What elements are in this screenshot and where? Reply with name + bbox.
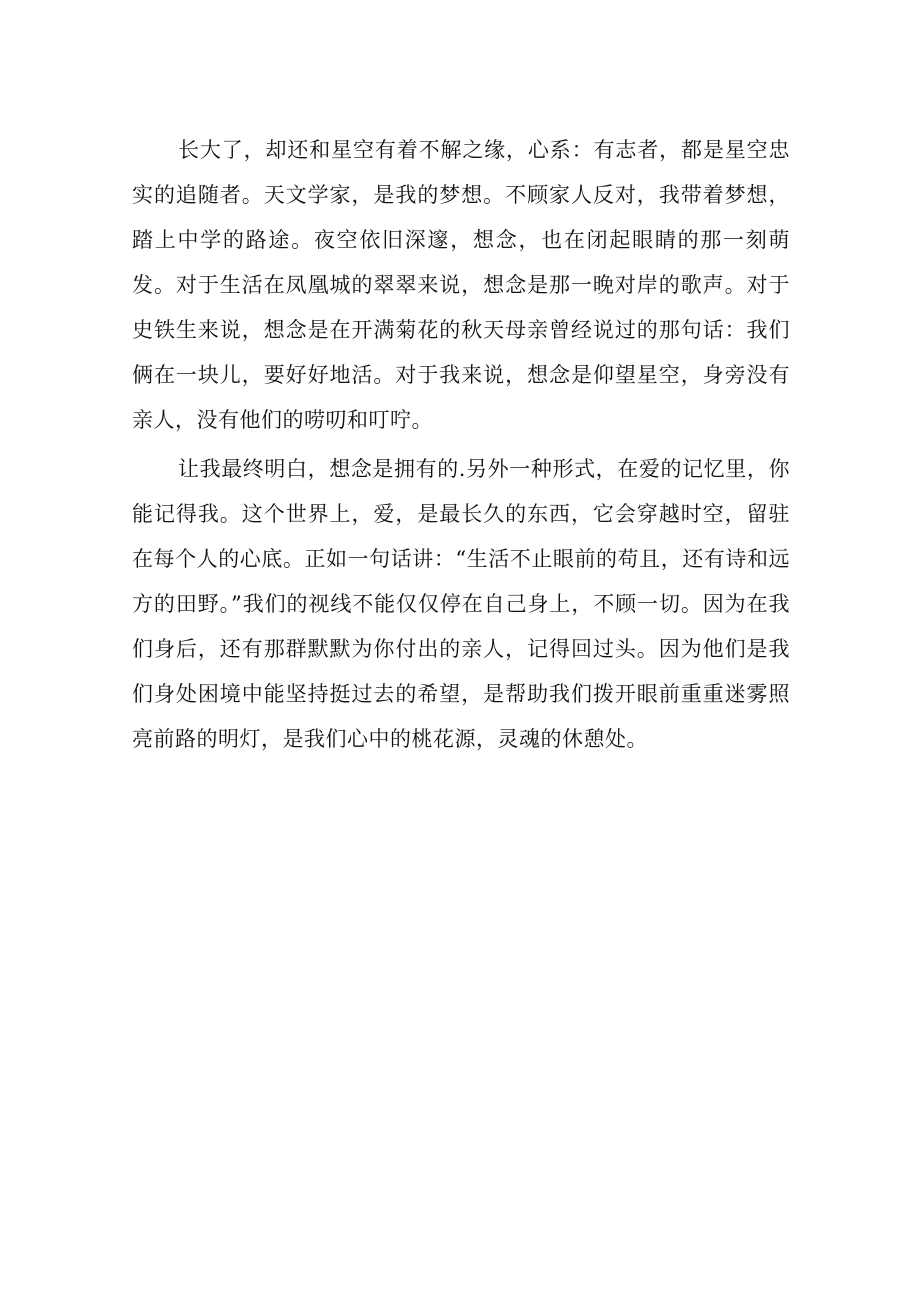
document-body: [132, 128, 790, 766]
paragraph-1: 长大了，却还和星空有着不解之缘，心系：有志者，都是星空忠实的追随者。天文学家，是我的梦想。不顾家人反对，我带着梦想，踏上中学的路途。夜空依旧深邃，想念，也在闭起眼睛的那一刻萌发。对于生活在凤凰城的翠翠来说，想念是那一晚对岸的歌声。对于史铁生来说，想念是在开满菊花的秋天母亲曾经说过的那句话：我们俩在一块儿，要好好地活。对于我来说，想念是仰望星空，身旁没有亲人，没有他们的唠叨和叮咛。: [132, 138, 790, 432]
paragraph-2: 让我最终明白，想念是拥有的.另外一种形式，在爱的记忆里，你能记得我。这个世界上，爱，是最长久的东西，它会穿越时空，留驻在每个人的心底。正如一句话讲：“生活不止眼前的苟且，还有诗和远方的田野。”我们的视线不能仅仅停在自己身上，不顾一切。因为在我们身后，还有那群默默为你付出的亲人，记得回过头。因为他们是我们身处困境中能坚持挺过去的希望，是帮助我们拨开眼前重重迷雾照亮前路的明灯，是我们心中的桃花源，灵魂的休憩处。: [132, 457, 790, 751]
